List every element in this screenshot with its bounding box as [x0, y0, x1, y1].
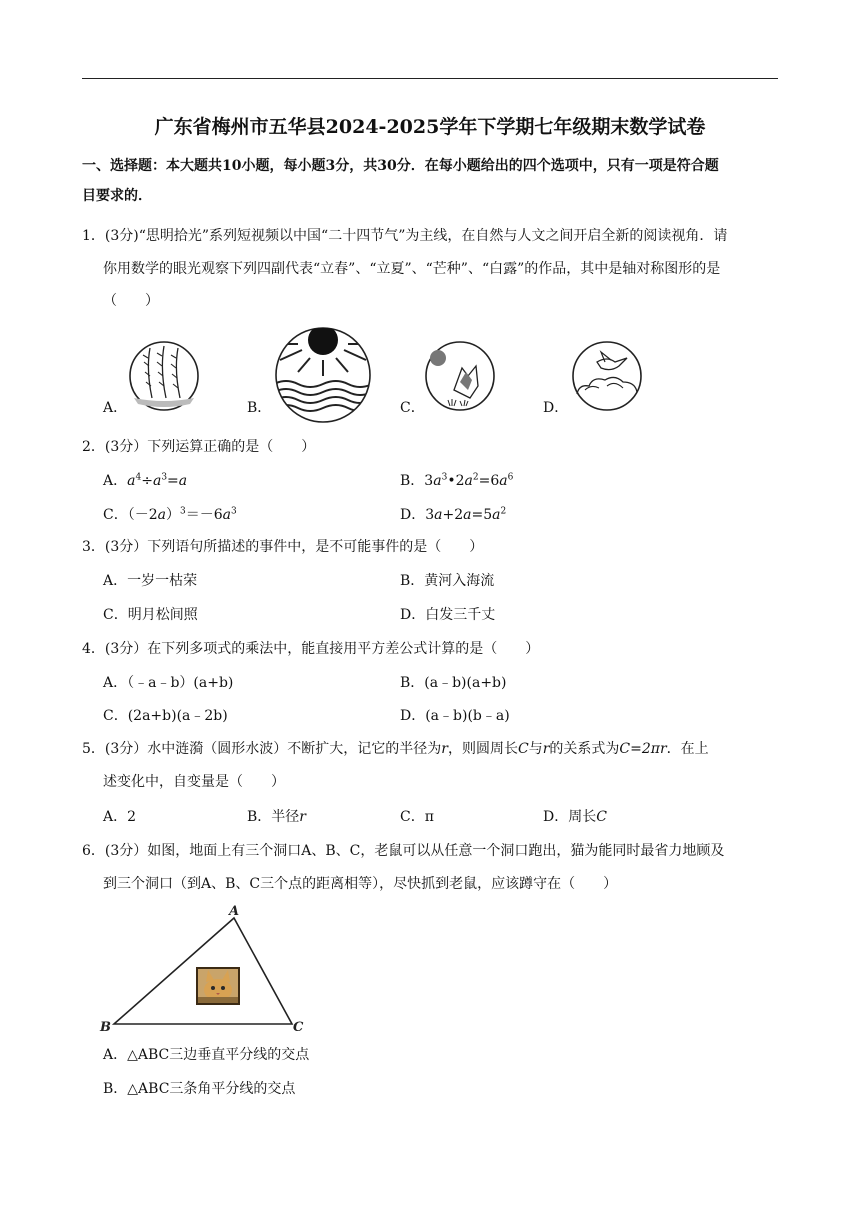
q6-option-a[interactable]: A．△ABC三边垂直平分线的交点 [103, 1047, 310, 1063]
q2-d-part2: +2 [442, 507, 464, 523]
q2-b-coef1: 3 [424, 473, 434, 489]
q2-d-eq: =5 [471, 507, 493, 523]
q5-b-var: r [299, 809, 306, 825]
q2-a-var2: a [152, 473, 162, 489]
q5-option-d[interactable] [543, 807, 607, 827]
q5-d-var: C [596, 809, 607, 825]
q1-line2: 你用数学的眼光观察下列四副代表“立春”、“立夏”、“芒种”、“白露”的作品，其中是轴对称图形的是 [103, 261, 721, 277]
q2-option-d[interactable] [400, 505, 506, 525]
q2-a-eq: = [167, 473, 179, 489]
q1-option-a-label[interactable]: A． [103, 400, 128, 416]
section-heading [82, 151, 782, 211]
q6-triangle-figure [98, 902, 308, 1036]
q2-b-var1: a [433, 473, 442, 489]
q2-b-dot: • [447, 473, 456, 489]
q5-var-r: r [441, 741, 448, 757]
q6-line2: 到三个洞口（到A、B、C三个点的距离相等），尽快抓到老鼠，应该蹲守在（ ） [103, 876, 618, 892]
q2-d-coef1: 3 [425, 507, 435, 523]
q2-b-var3: a [499, 473, 508, 489]
q2-stem: 2．(3分）下列运算正确的是（ ） [82, 439, 316, 455]
q5-line1 [82, 739, 709, 759]
q1-option-c-label[interactable]: C． [400, 400, 425, 416]
q1-line1: 1．(3分)“思明拾光”系列短视频以中国“二十四节气”为主线，在自然与人文之间开启全新的阅读视角．请 [82, 228, 728, 244]
q2-c-var1: a [157, 507, 166, 523]
q2-d-var3: a [492, 507, 501, 523]
q2-b-eq: =6 [478, 473, 500, 489]
q2-b-exp3: 6 [507, 472, 514, 483]
q1-option-d-label[interactable]: D． [543, 400, 569, 416]
section-heading-line1: 一、选择题：本大题共10小题，每小题3分，共30分．在每小题给出的四个选项中，只有一项是符合题 [82, 158, 719, 174]
q5-option-b[interactable] [247, 807, 306, 827]
q4-option-b[interactable]: B．(a﹣b)(a+b) [400, 675, 507, 691]
q5-b-text: B．半径 [247, 809, 300, 825]
q4-option-a[interactable]: A．（﹣a﹣b）(a+b) [103, 675, 234, 691]
q3-stem: 3．(3分）下列语句所描述的事件中，是不可能事件的是（ ） [82, 539, 484, 555]
header-rule [82, 78, 778, 79]
q2-c-exp1: 3 [180, 506, 186, 517]
q2-b-coef2: 2 [455, 473, 465, 489]
q2-a-label: A． [103, 473, 128, 489]
q2-option-b[interactable] [400, 471, 513, 491]
q5-var-c: C [517, 741, 529, 757]
q6-option-b[interactable]: B．△ABC三条角平分线的交点 [103, 1081, 296, 1097]
q2-c-part2: ） [166, 507, 180, 523]
q3-option-a[interactable]: A．一岁一枯荣 [103, 573, 198, 589]
q5-text-b: ，则圆周长 [447, 741, 518, 757]
q2-b-label: B． [400, 473, 425, 489]
q1-line3: （ ） [103, 293, 159, 309]
q2-c-part1: （－2 [127, 507, 158, 523]
q6-line1: 6．(3分）如图，地面上有三个洞口A、B、C，老鼠可以从任意一个洞口跑出，猫为能同时最省力地顾及 [82, 843, 725, 859]
q2-a-var: a [127, 473, 136, 489]
q4-option-c[interactable]: C．(2a+b)(a﹣2b) [103, 708, 228, 724]
q2-d-var2: a [463, 507, 472, 523]
q5-formula: C=2πr [619, 741, 667, 757]
q2-c-label: C． [103, 507, 128, 523]
q2-d-label: D． [400, 507, 426, 523]
q2-option-c[interactable] [103, 505, 237, 525]
page-title: 广东省梅州市五华县2024-2025学年下学期七年级期末数学试卷 [154, 116, 706, 138]
q3-option-c[interactable]: C．明月松间照 [103, 607, 198, 623]
q3-option-d[interactable]: D．白发三千丈 [400, 607, 496, 623]
vertex-b-label: B [100, 1020, 111, 1035]
q5-line2: 述变化中，自变量是（ ） [103, 774, 285, 790]
section-heading-line2: 目要求的． [82, 188, 152, 204]
q5-text-a: 5．(3分）水中涟漪（圆形水波）不断扩大，记它的半径为 [82, 741, 442, 757]
q5-text-d: 的关系式为 [549, 741, 620, 757]
q2-option-a[interactable] [103, 471, 187, 491]
q5-text-c: 与 [528, 741, 543, 757]
vertex-a-label: A [229, 904, 240, 919]
q2-b-exp2: 2 [472, 472, 479, 483]
q2-a-op: ÷ [141, 473, 153, 489]
q1-figure-d-bird-icon [571, 340, 643, 412]
q1-figure-a-willow-icon [128, 340, 200, 412]
q1-option-b-label[interactable]: B． [247, 400, 272, 416]
q4-stem: 4．(3分）在下列多项式的乘法中，能直接用平方差公式计算的是（ ） [82, 641, 540, 657]
q2-b-var2: a [464, 473, 473, 489]
q5-d-text: D．周长 [543, 809, 597, 825]
q2-c-exp2: 3 [231, 506, 237, 517]
q2-c-eq: ＝－6 [185, 507, 223, 523]
q2-d-var1: a [434, 507, 443, 523]
q5-option-c[interactable]: C．π [400, 809, 434, 825]
q5-var-r2: r [542, 741, 550, 757]
q2-a-result: a [178, 473, 188, 489]
q1-figure-b-sun-icon [274, 326, 372, 424]
q5-text-e: ．在上 [666, 741, 709, 757]
cat-picture-icon [196, 967, 240, 1005]
q2-b-exp1: 3 [441, 472, 448, 483]
q4-option-d[interactable]: D．(a﹣b)(b﹣a) [400, 708, 510, 724]
vertex-c-label: C [293, 1020, 304, 1035]
q1-figure-c-mountain-icon [424, 340, 496, 412]
q2-a-exp2: 3 [161, 472, 168, 483]
q2-d-exp3: 2 [500, 506, 507, 517]
q2-c-var2: a [222, 507, 232, 523]
q5-option-a[interactable]: A．2 [103, 809, 137, 825]
q2-a-exp1: 4 [135, 472, 142, 483]
q3-option-b[interactable]: B．黄河入海流 [400, 573, 495, 589]
